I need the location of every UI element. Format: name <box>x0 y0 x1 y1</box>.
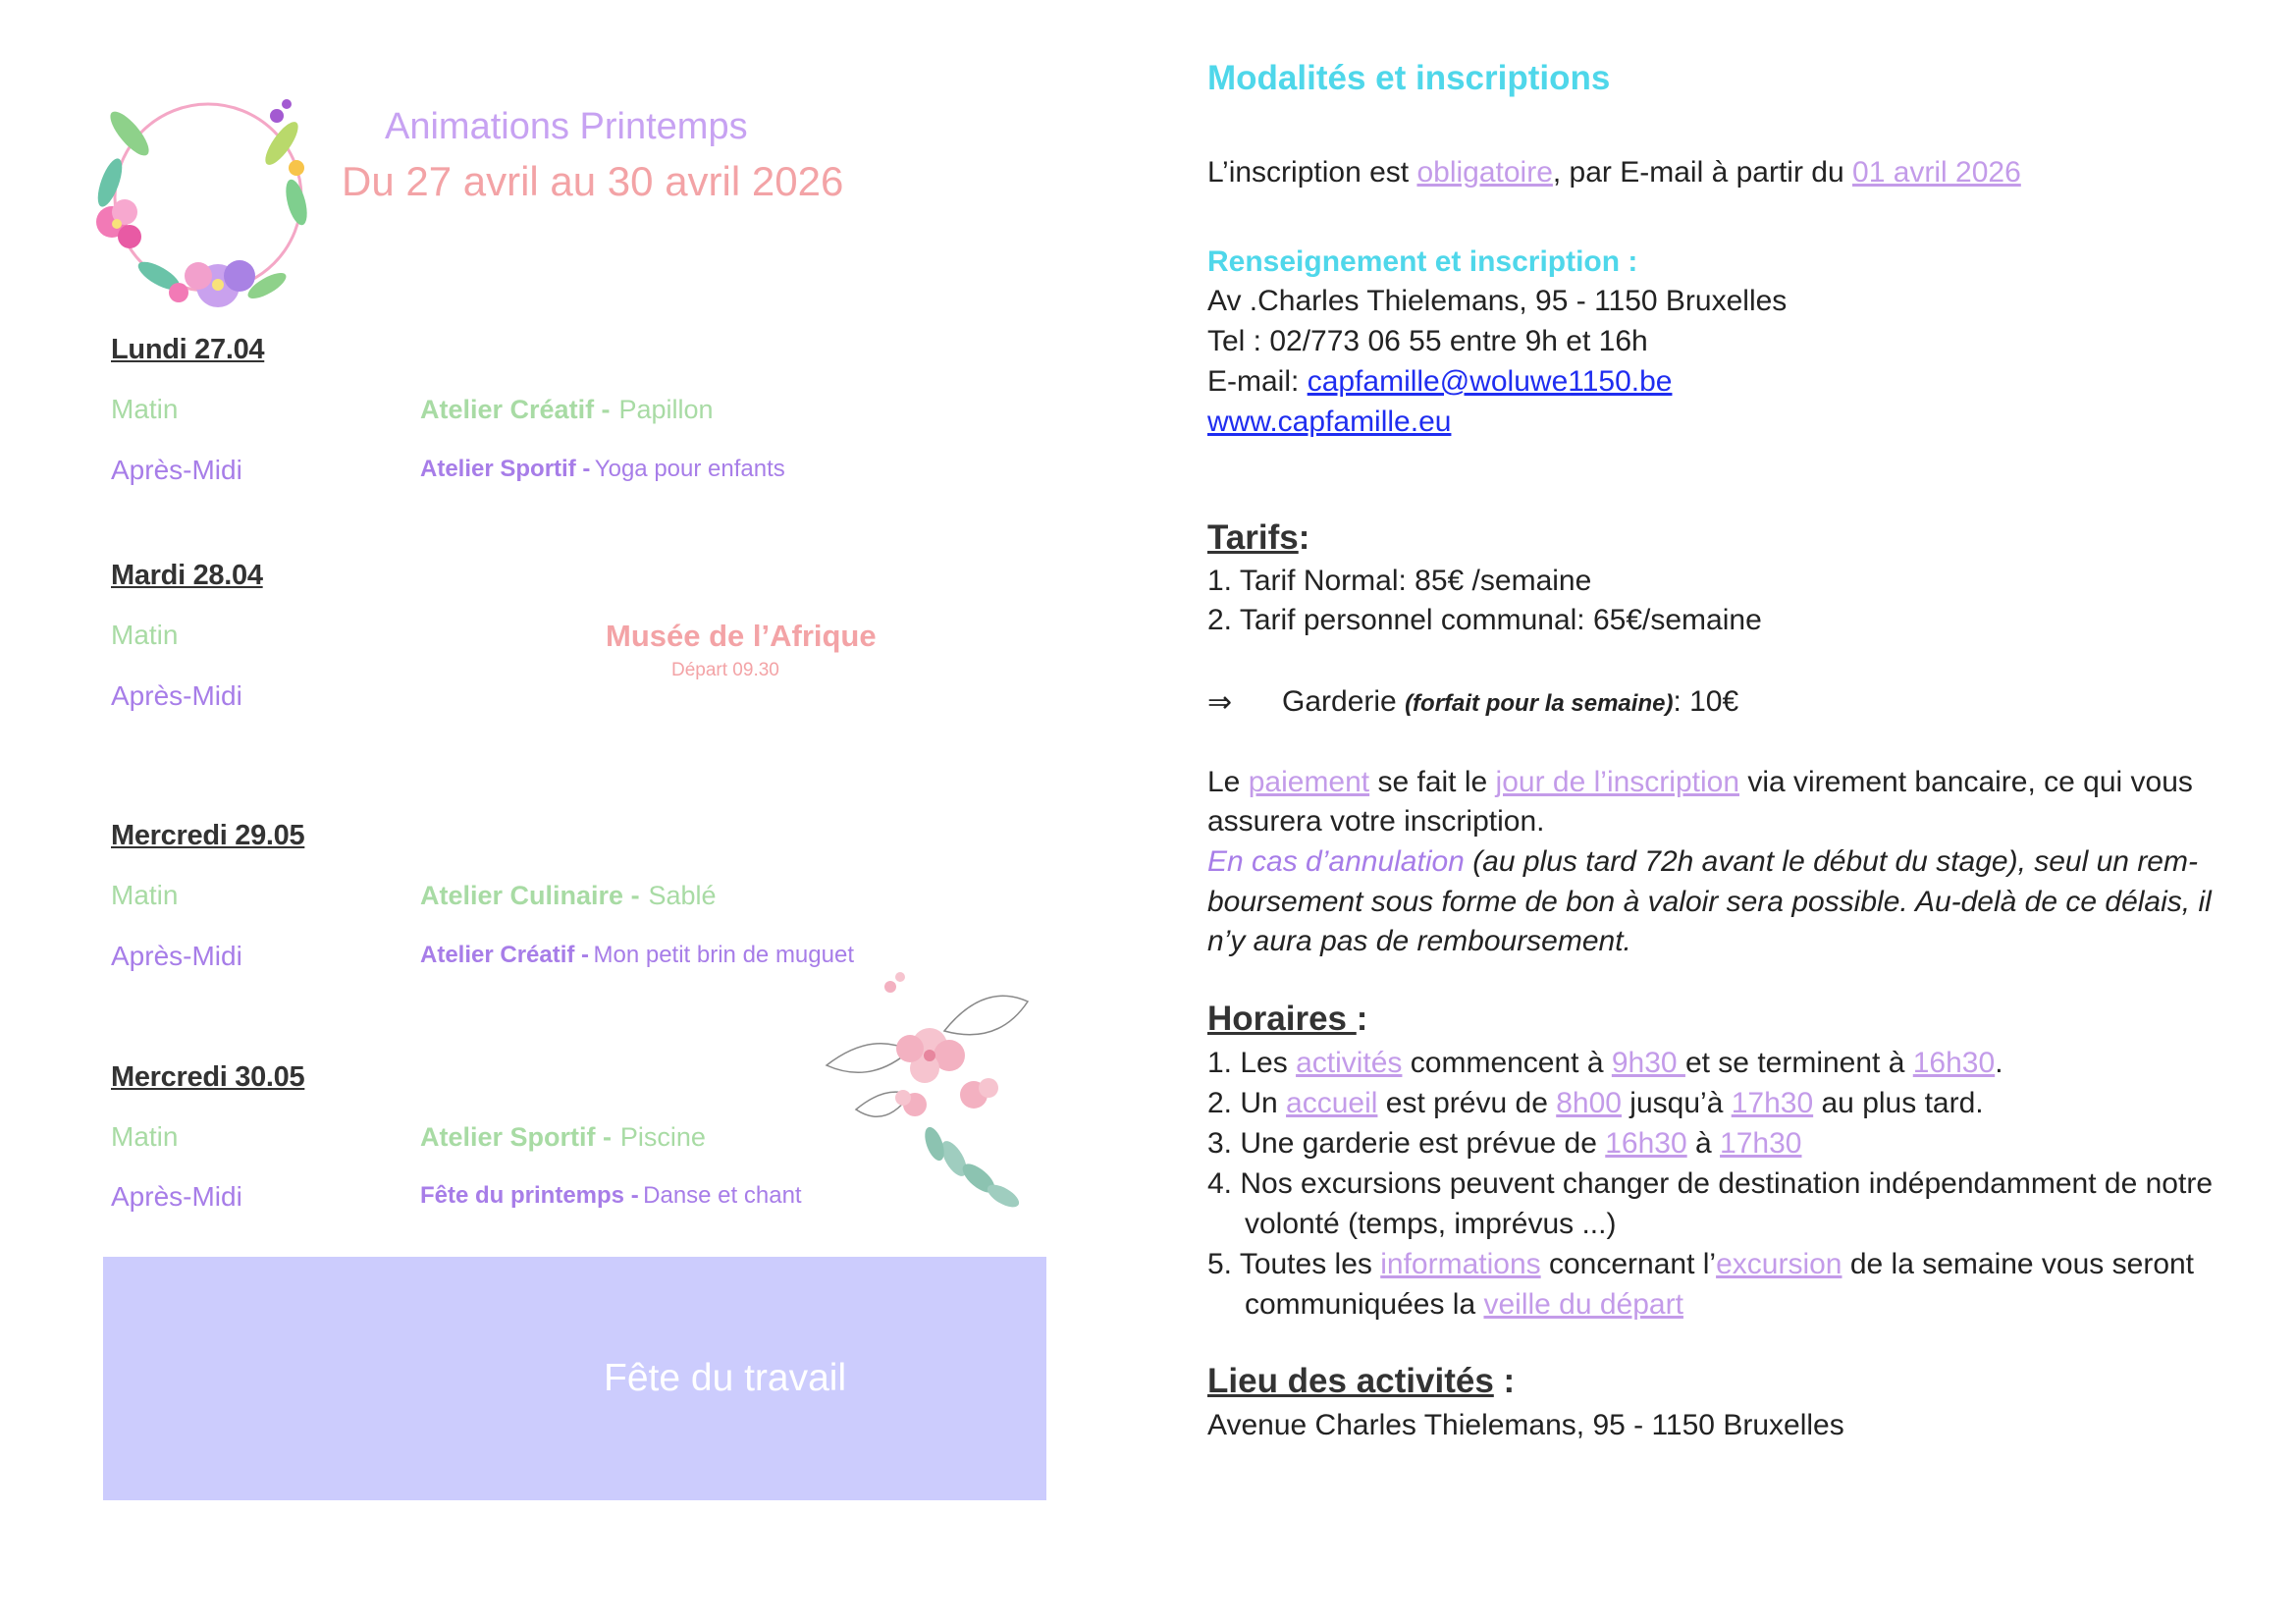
text-fragment: 1. Les <box>1207 1047 1297 1079</box>
text-fragment: à <box>1686 1127 1721 1160</box>
text-fragment: est prévu de <box>1377 1087 1557 1119</box>
activity-detail: Piscine <box>619 1122 706 1152</box>
activity-title: Atelier Sportif - <box>420 1122 613 1152</box>
horaire-item <box>1207 1248 2194 1281</box>
day-heading: Mardi 28.04 <box>111 560 263 591</box>
slot-morning-label: Matin <box>111 394 179 424</box>
slot-afternoon-label: Après-Midi <box>111 941 242 971</box>
activity-morning <box>420 1122 706 1153</box>
slot-afternoon-label: Après-Midi <box>111 1181 242 1212</box>
lieu-address: Avenue Charles Thielemans, 95 - 1150 Bruxelles <box>1207 1409 1844 1441</box>
lieu-heading: Lieu des activités : <box>1207 1362 1516 1400</box>
activity-title: Atelier Créatif - <box>420 395 611 424</box>
registration-date-link[interactable]: 01 avril 2026 <box>1852 156 2021 189</box>
website-line <box>1207 406 1451 439</box>
text-fragment: commencent à <box>1402 1047 1612 1079</box>
payment-line <box>1207 766 2193 799</box>
registration-line <box>1207 156 2021 189</box>
day-heading: Mercredi 30.05 <box>111 1061 305 1093</box>
slot-morning-label: Matin <box>111 880 179 910</box>
day-heading: Mercredi 29.05 <box>111 820 305 851</box>
accueil-link[interactable]: accueil <box>1286 1087 1378 1119</box>
activity-detail: Sablé <box>648 881 717 910</box>
text-fragment: au plus tard. <box>1813 1087 1984 1119</box>
informations-link[interactable]: informations <box>1380 1248 1541 1280</box>
cancel-lead: En cas d’annulation <box>1207 845 1465 878</box>
time-link[interactable]: 16h30 <box>1605 1127 1687 1160</box>
page-title: Animations Printemps <box>385 106 748 147</box>
horaires-title: Horaires <box>1207 1000 1357 1038</box>
slot-afternoon-label: Après-Midi <box>111 680 242 711</box>
text-fragment: de la semaine vous seront <box>1842 1248 2195 1280</box>
garderie-line <box>1282 685 1738 719</box>
contact-address: Av .Charles Thielemans, 95 - 1150 Bruxelles <box>1207 285 1788 317</box>
activity-detail: Danse et chant <box>643 1182 802 1209</box>
flower-icon <box>884 972 998 1116</box>
activity-morning <box>420 395 714 425</box>
activity-detail: Yoga pour enfants <box>594 456 785 482</box>
activity-morning <box>420 881 717 911</box>
tarifs-title: Tarifs <box>1207 518 1299 557</box>
payment-link[interactable]: paiement <box>1248 766 1370 798</box>
text-fragment: 5. Toutes les <box>1207 1248 1381 1280</box>
excursion-link[interactable]: excursion <box>1716 1248 1842 1280</box>
arrow-icon: ⇒ <box>1207 686 1233 719</box>
website-link[interactable]: www.capfamille.eu <box>1207 406 1452 438</box>
tarif-item: 1. Tarif Normal: 85€ /semaine <box>1207 565 1592 597</box>
tarifs-heading: Tarifs: <box>1207 518 1310 557</box>
leaf-icon <box>921 1124 1022 1212</box>
activity-afternoon <box>420 1182 802 1210</box>
date-range: Du 27 avril au 30 avril 2026 <box>342 158 844 204</box>
email-link[interactable]: capfamille@woluwe1150.be <box>1307 365 1673 398</box>
cancel-line <box>1207 845 2198 879</box>
time-link[interactable]: 16h30 <box>1912 1047 1996 1079</box>
text-fragment: et se terminent à <box>1684 1047 1913 1079</box>
text-fragment: via virement bancaire, ce qui vous <box>1739 766 2193 798</box>
contact-phone: Tel : 02/773 06 55 entre 9h et 16h <box>1207 325 1648 357</box>
tarif-item: 2. Tarif personnel communal: 65€/semaine <box>1207 604 1762 636</box>
required-link[interactable]: obligatoire <box>1416 156 1553 189</box>
text-fragment: communiquées la <box>1245 1288 1484 1321</box>
activities-link[interactable]: activités <box>1296 1047 1403 1079</box>
horaire-item <box>1207 1047 2003 1080</box>
contact-email-line <box>1207 365 1672 399</box>
info-title: Modalités et inscriptions <box>1207 59 1611 97</box>
activity-detail: Papillon <box>618 395 714 424</box>
outing-title: Musée de l’Afrique <box>606 619 877 653</box>
text-fragment: 3. Une garderie est prévue de <box>1207 1127 1606 1160</box>
text-fragment: jusqu’à <box>1621 1087 1732 1119</box>
text-fragment: . <box>1995 1047 2003 1079</box>
cancel-line-2: boursement sous forme de bon à valoir sera possible. Au-delà de ce délais, il <box>1207 886 2212 918</box>
flower-bouquet-illustration <box>817 972 1052 1218</box>
text-fragment: 2. Un <box>1207 1087 1287 1119</box>
horaire-item-cont: volonté (temps, imprévus ...) <box>1245 1208 1617 1240</box>
activity-title: Fête du printemps - <box>420 1182 639 1209</box>
cancel-rest: (au plus tard 72h avant le début du stage), seul un rem- <box>1464 845 2198 878</box>
horaire-item <box>1207 1127 1801 1161</box>
activity-detail: Mon petit brin de muguet <box>593 942 854 968</box>
day-heading: Lundi 27.04 <box>111 334 265 365</box>
horaire-item: 4. Nos excursions peuvent changer de destination indépendamment de notre <box>1207 1167 2213 1200</box>
text-fragment: L’inscription est <box>1207 156 1417 189</box>
email-label: E-mail: <box>1207 365 1308 398</box>
activity-title: Atelier Créatif - <box>420 942 590 968</box>
text-fragment: , par E-mail à partir du <box>1552 156 1853 189</box>
time-link[interactable]: 17h30 <box>1731 1087 1814 1119</box>
garderie-note: (forfait pour la semaine) <box>1405 690 1674 717</box>
outing-departure: Départ 09.30 <box>671 660 779 680</box>
holiday-banner <box>103 1257 1046 1500</box>
time-link[interactable]: 9h30 <box>1611 1047 1685 1079</box>
horaires-heading: Horaires : <box>1207 1000 1368 1038</box>
activity-title: Atelier Sportif - <box>420 456 591 482</box>
contact-title: Renseignement et inscription : <box>1207 245 1638 278</box>
lieu-title: Lieu des activités <box>1207 1362 1494 1400</box>
slot-afternoon-label: Après-Midi <box>111 455 242 485</box>
slot-morning-label: Matin <box>111 620 179 650</box>
payment-line-2: assurera votre inscription. <box>1207 805 1545 838</box>
text-fragment: se fait le <box>1369 766 1496 798</box>
activity-title: Atelier Culinaire - <box>420 881 640 910</box>
horaire-item <box>1207 1087 1984 1120</box>
activity-afternoon <box>420 942 854 969</box>
slot-morning-label: Matin <box>111 1121 179 1152</box>
time-link[interactable]: 8h00 <box>1556 1087 1622 1119</box>
activity-afternoon <box>420 456 785 483</box>
registration-day-link[interactable]: jour de l’inscription <box>1495 766 1739 798</box>
cancel-line-3: n’y aura pas de remboursement. <box>1207 925 1631 957</box>
flower-wreath-illustration <box>71 75 336 325</box>
garderie-price: : 10€ <box>1673 685 1739 718</box>
time-link[interactable]: 17h30 <box>1720 1127 1802 1160</box>
holiday-text: Fête du travail <box>604 1357 847 1399</box>
text-fragment: Le <box>1207 766 1249 798</box>
garderie-label: Garderie <box>1282 685 1406 718</box>
text-fragment: concernant l’ <box>1540 1248 1717 1280</box>
departure-eve-link[interactable]: veille du départ <box>1483 1288 1683 1321</box>
horaire-item-cont <box>1245 1288 1683 1322</box>
